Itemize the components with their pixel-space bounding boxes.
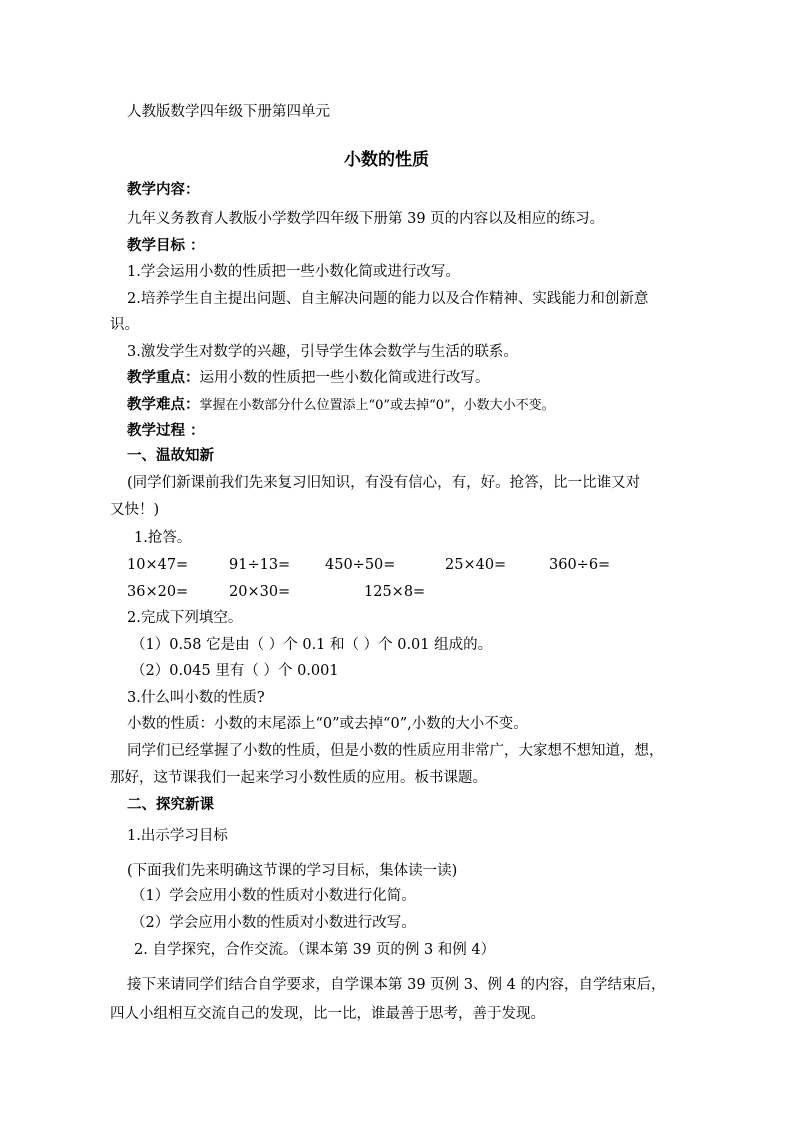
unit-header: 人教版数学四年级下册第四单元 bbox=[127, 104, 330, 120]
key-point bbox=[127, 368, 490, 388]
fill-blank: （2）0.045 里有（ ）个 0.001 bbox=[131, 663, 339, 679]
objective-item: （1）学会应用小数的性质对小数进行化简。 bbox=[131, 888, 416, 904]
calc-item: 450÷50= bbox=[325, 557, 396, 573]
calc-item: 36×20= bbox=[127, 584, 189, 600]
step-note: (下面我们先来明确这节课的学习目标，集体读一读) bbox=[127, 863, 458, 879]
objective-item: （2）学会应用小数的性质对小数进行改写。 bbox=[131, 915, 416, 931]
section-intro-continued: 又快！) bbox=[110, 502, 160, 518]
calc-item: 125×8= bbox=[364, 584, 426, 600]
difficulty bbox=[127, 395, 555, 416]
section-heading: 二、探究新课 bbox=[127, 796, 214, 813]
calc-item: 360÷6= bbox=[549, 557, 611, 573]
calc-item: 10×47= bbox=[127, 557, 189, 573]
closing-text: 接下来请同学们结合自学要求，自学课本第 39 页例 3、例 4 的内容，自学结束后， bbox=[127, 977, 666, 993]
fill-blank: （1）0.58 它是由（ ）个 0.1 和（ ）个 0.01 组成的。 bbox=[131, 637, 493, 653]
key-point-label: 教学重点： bbox=[127, 369, 200, 386]
step-label: 2. 自学探究，合作交流。（课本第 39 页的例 3 和例 4） bbox=[134, 942, 496, 958]
goal-item: 3.激发学生对数学的兴趣，引导学生体会数学与生活的联系。 bbox=[127, 344, 518, 360]
closing-text-continued: 四人小组相互交流自己的发现，比一比，谁最善于思考，善于发现。 bbox=[110, 1006, 545, 1022]
goals-heading: 教学目标 ： bbox=[127, 237, 205, 254]
goal-item: 1.学会运用小数的性质把一些小数化简或进行改写。 bbox=[127, 264, 460, 280]
calc-item: 25×40= bbox=[445, 557, 507, 573]
goal-item: 2.培养学生自主提出问题、自主解决问题的能力以及合作精神、实践能力和创新意 bbox=[127, 291, 649, 307]
section-heading: 一、温故知新 bbox=[127, 447, 214, 464]
section-intro: (同学们新课前我们先来复习旧知识，有没有信心，有，好。抢答，比一比谁又对 bbox=[127, 475, 641, 491]
transition-text-continued: 那好，这节课我们一起来学习小数性质的应用。板书课题。 bbox=[110, 770, 487, 786]
question-label: 3.什么叫小数的性质? bbox=[127, 690, 265, 706]
content-heading: 教学内容： bbox=[127, 181, 200, 198]
question-label: 2.完成下列填空。 bbox=[127, 610, 243, 626]
difficulty-label: 教学难点： bbox=[127, 396, 200, 413]
key-point-text: 运用小数的性质把一些小数化简或进行改写。 bbox=[199, 370, 490, 386]
question-label: 1.抢答。 bbox=[134, 530, 192, 546]
lesson-title: 小数的性质 bbox=[344, 150, 429, 170]
calc-item: 20×30= bbox=[229, 584, 291, 600]
goal-item-continued: 识。 bbox=[110, 317, 139, 333]
difficulty-text: 掌握在小数部分什么位置添上“0”或去掉“0”，小数大小不变。 bbox=[199, 398, 555, 413]
calc-item: 91÷13= bbox=[229, 557, 291, 573]
process-heading: 教学过程 ： bbox=[127, 422, 205, 439]
property-statement: 小数的性质：小数的末尾添上“0”或去掉“0”,小数的大小不变。 bbox=[127, 716, 528, 732]
transition-text: 同学们已经掌握了小数的性质，但是小数的性质应用非常广，大家想不想知道，想， bbox=[127, 743, 664, 759]
content-text: 九年义务教育人教版小学数学四年级下册第 39 页的内容以及相应的练习。 bbox=[127, 211, 605, 227]
step-label: 1.出示学习目标 bbox=[127, 828, 228, 844]
